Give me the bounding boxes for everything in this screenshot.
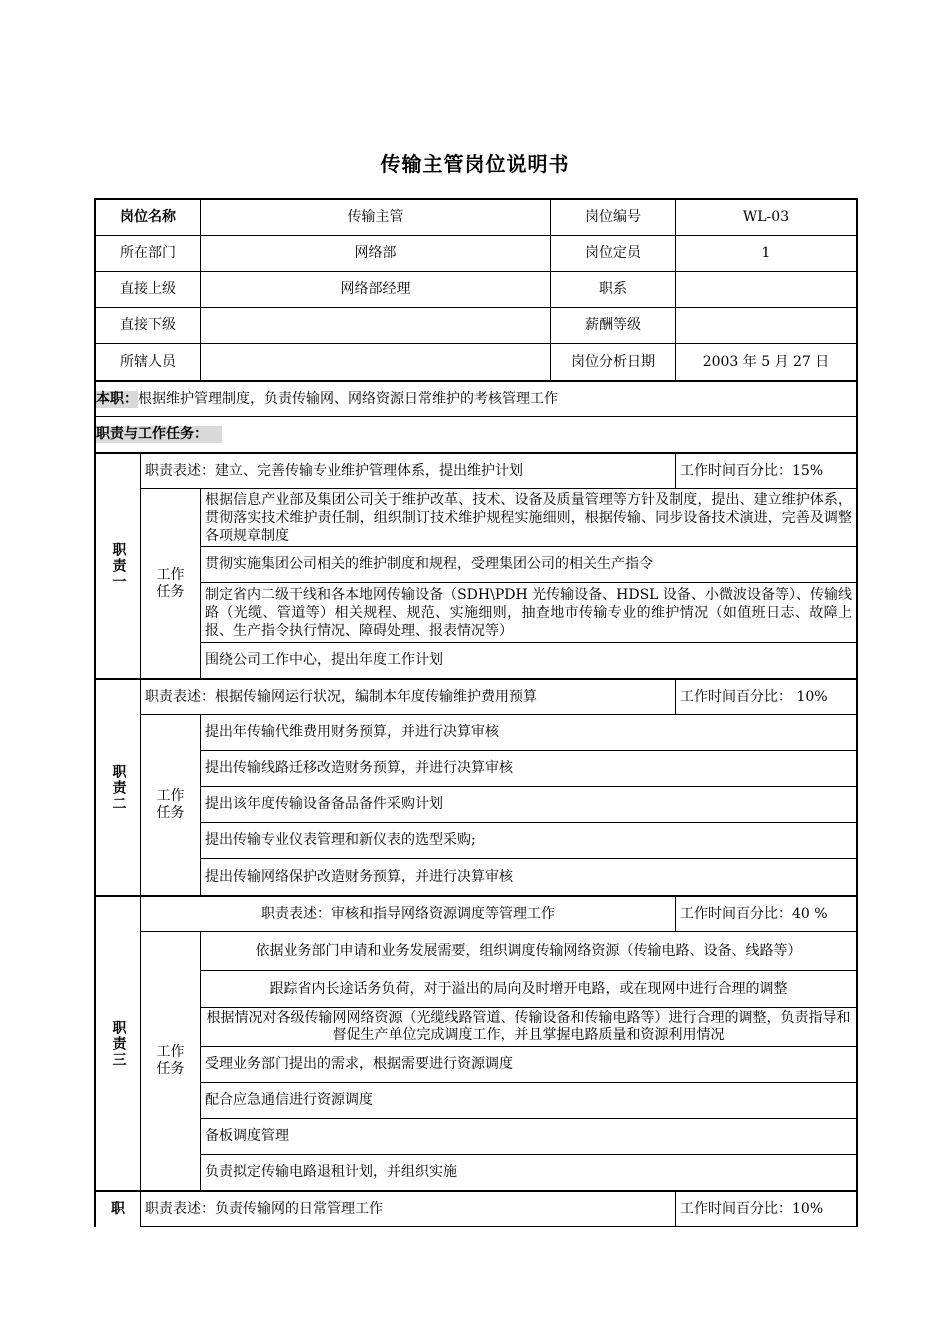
duty-2-task-2: 提出传输线路迁移改造财务预算，并进行决算审核 <box>205 760 513 776</box>
duty-4-pct: 工作时间百分比：10% <box>680 1200 824 1217</box>
duty-2-label: 职责二 <box>110 763 127 812</box>
duty-3-task-3: 根据情况对各级传输网网络资源（光缆线路管道、传输设备和传输电路等）进行合理的调整，负责指导和督促生产单位完成调度工作，并且掌握电路质量和资源利用情况 <box>206 1010 851 1043</box>
duty-4-desc: 职责表述：负责传输网的日常管理工作 <box>145 1200 383 1217</box>
value-supervisor: 网络部经理 <box>340 281 411 297</box>
label-supervisor: 直接上级 <box>120 281 176 297</box>
label-analysis-date: 岗位分析日期 <box>571 353 655 370</box>
duty-1-pct: 工作时间百分比：15% <box>680 462 824 479</box>
duty-2-task-1: 提出年传输代维费用财务预算，并进行决算审核 <box>205 724 499 740</box>
duty-2-task-5: 提出传输网络保护改造财务预算，并进行决算审核 <box>205 868 513 885</box>
duty-3-pct: 工作时间百分比：40 % <box>680 905 828 922</box>
duty-1-task-1: 根据信息产业部及集团公司关于维护改革、技术、设备及质量管理等方针及制度，提出、建立维护体系，贯彻落实技术维护责任制，组织制订技术维护规程实施细则，根据传输、同步设备技术演进，完善及调整各项规章制度 <box>205 491 852 544</box>
duty-3-task-6: 备板调度管理 <box>205 1128 289 1144</box>
duty-3-task-7: 负责拟定传输电路退租计划，并组织实施 <box>205 1164 457 1180</box>
main-duty-text: 根据维护管理制度，负责传输网、网络资源日常维护的考核管理工作 <box>138 390 558 407</box>
duties-header-row <box>96 417 856 452</box>
duty-3-task-4: 受理业务部门提出的需求，根据需要进行资源调度 <box>205 1056 513 1072</box>
label-headcount: 岗位定员 <box>585 245 641 261</box>
value-analysis-date: 2003 年 5 月 27 日 <box>702 353 830 370</box>
label-job-family: 职系 <box>599 281 627 297</box>
page-title: 传输主管岗位说明书 <box>380 152 570 176</box>
duty-2-task-4: 提出传输专业仪表管理和新仪表的选型采购; <box>205 832 476 848</box>
label-department: 所在部门 <box>120 245 176 261</box>
value-subordinate <box>201 308 550 343</box>
main-duty-row <box>96 382 856 416</box>
duty-2-task-label: 工作任务 <box>156 788 185 821</box>
value-job-family <box>676 272 856 307</box>
duty-4-label: 职 <box>111 1200 125 1217</box>
duty-1-task-3: 制定省内二级干线和各本地网传输设备（SDH\PDH 光传输设备、HDSL 设备、小微波设备等）、传输线路（光缆、管道等）相关规程、规范、实施细则，抽查地市传输专业的维护情况（如值班日志、故障上报、生产指令执行情况、障碍处理、报表情况等） <box>205 586 852 639</box>
value-headcount: 1 <box>761 245 771 261</box>
label-pay-grade: 薪酬等级 <box>585 317 641 333</box>
label-subordinate: 直接下级 <box>120 317 176 333</box>
duty-3-task-2: 跟踪省内长途话务负荷，对于溢出的局向及时增开电路，或在现网中进行合理的调整 <box>269 980 788 997</box>
main-duty-label: 本职： <box>96 390 138 407</box>
label-staff: 所辖人员 <box>120 353 176 370</box>
duty-1-task-4: 围绕公司工作中心，提出年度工作计划 <box>205 652 443 668</box>
duty-3-task-5: 配合应急通信进行资源调度 <box>205 1092 373 1108</box>
value-position-name: 传输主管 <box>347 209 404 225</box>
duties-header: 职责与工作任务： <box>96 426 222 443</box>
label-position-name: 岗位名称 <box>120 209 176 225</box>
duty-1-task-2: 贯彻实施集团公司相关的维护制度和规程，受理集团公司的相关生产指令 <box>205 556 653 572</box>
duty-1-task-label: 工作任务 <box>156 566 185 600</box>
duty-3-task-label: 工作任务 <box>156 1044 185 1077</box>
duty-2-pct: 工作时间百分比： 10% <box>680 688 828 705</box>
duty-2-desc: 职责表述：根据传输网运行状况，编制本年度传输维护费用预算 <box>145 688 537 705</box>
duty-1-desc: 职责表述：建立、完善传输专业维护管理体系，提出维护计划 <box>145 462 523 479</box>
duty-2-task-3: 提出该年度传输设备备品备件采购计划 <box>205 796 443 812</box>
duty-3-desc: 职责表述：审核和指导网络资源调度等管理工作 <box>261 905 555 922</box>
value-pay-grade <box>676 308 856 343</box>
duty-3-label: 职责三 <box>110 1019 127 1068</box>
value-position-code: WL-03 <box>742 209 790 225</box>
value-staff <box>201 344 550 380</box>
value-department: 网络部 <box>354 245 397 261</box>
duty-3-task-1: 依据业务部门申请和业务发展需要，组织调度传输网络资源（传输电路、设备、线路等） <box>255 942 802 959</box>
duty-1-label: 职责一 <box>110 542 127 590</box>
label-position-code: 岗位编号 <box>585 209 641 225</box>
